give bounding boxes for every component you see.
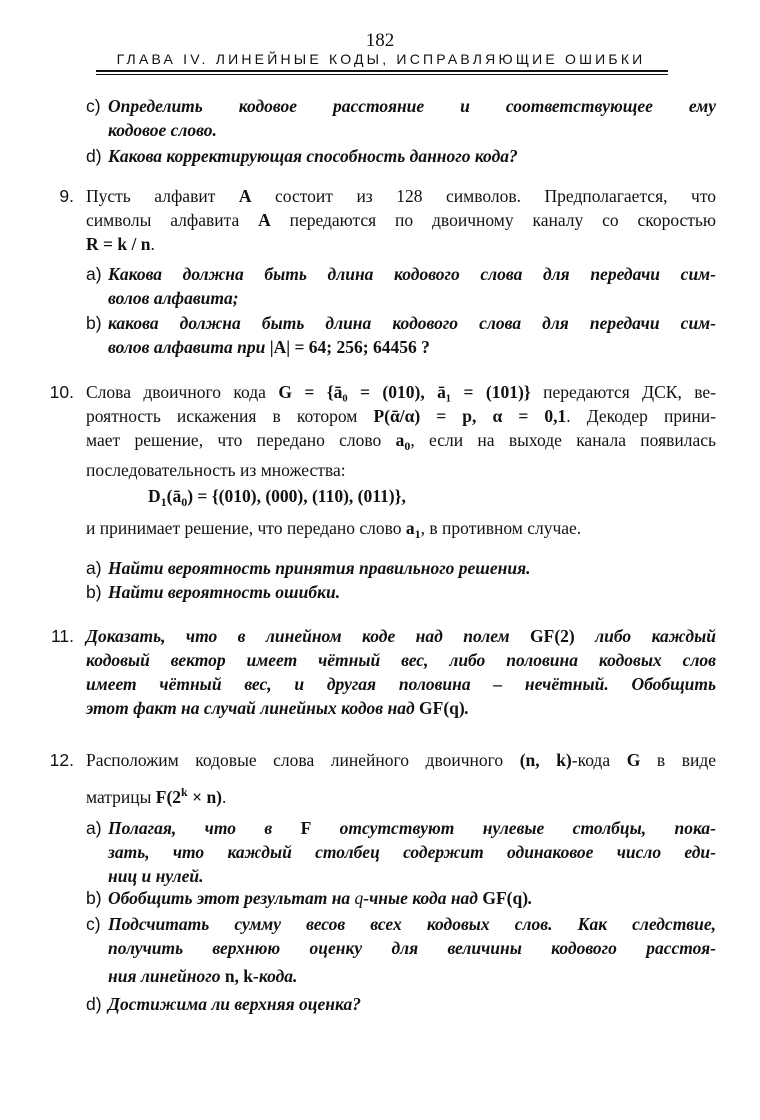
exercise-12-item-c: c) Подсчитать сумму весов всех кодовых слов. Как следствие, получить верхнюю оценку для величины кодового расстоя- ния линейного n, k-кода. — [86, 914, 716, 986]
exercise-12-item-d: d) Достижима ли верхняя оценка? — [86, 994, 361, 1014]
text-line: Слова двоичного кода G = {ā₀ = (010), ā₁ = (101)} передаются ДСК, ве- — [86, 382, 717, 402]
exercise-8-item-c — [86, 94, 716, 142]
text-line: символы алфавита A передаются по двоичному каналу со скоростью — [86, 210, 716, 230]
item-text-line: Какова корректирующая способность данного кода? — [108, 146, 518, 166]
text-line: R = k / n. — [86, 234, 155, 254]
exercise-8-item-d — [86, 144, 716, 168]
exercise-12-text: Расположим кодовые слова линейного двоичного (n, k)-кода G в виде матрицы $F(2^k \times n)$. — [86, 750, 717, 807]
exercise-number: 11. — [50, 626, 74, 646]
exercise-9-text — [86, 184, 716, 256]
text-line: и принимает решение, что передано слово $a_1$, в противном случае. — [86, 518, 582, 541]
exercise-10-item-a: a) Найти вероятность принятия правильного решения. — [86, 558, 531, 578]
exercise-number: 10. — [49, 382, 74, 402]
exercise-10-item-b: b) Найти вероятность ошибки. — [86, 582, 341, 602]
header-rule-thin — [96, 74, 668, 75]
running-title: ГЛАВА IV. ЛИНЕЙНЫЕ КОДЫ, ИСПРАВЛЯЮЩИЕ ОШИБКИ — [116, 51, 646, 67]
probability-formula: P(ᾱ/α) = p, α = 0,1 — [373, 406, 567, 426]
exercise-10-text — [86, 380, 716, 546]
exercise-11-text: Доказать, что в линейном коде над полем GF(2) либо каждый кодовый вектор имеет чётный вес, либо половина кодовых слов имеет чётный вес, и другая половина – нечётный. Обобщить этот факт на случай линейных кодов над GF(q). — [86, 626, 716, 718]
exercise-number: 12. — [49, 750, 74, 770]
item-text-line: кодовое слово. — [108, 120, 217, 140]
item-text-line: Определить кодовое расстояние и соответствующее ему — [108, 96, 716, 116]
code-params: (n, k) — [519, 750, 572, 770]
field-gf2: GF(2) — [530, 626, 575, 646]
header-rule — [96, 70, 668, 72]
item-label: c) — [86, 96, 101, 116]
item-label: d) — [86, 146, 102, 166]
field-gfq: GF(q) — [419, 698, 465, 718]
text-line: мает решение, что передано слово $a_0$, если на выходе канала появилась — [86, 430, 716, 453]
page-number: 182 — [365, 30, 395, 51]
exercise-12-item-b: b) Обобщить этот результат на q-чные кода над GF(q). — [86, 888, 533, 908]
exercise-9-item-a: a) Какова должна быть длина кодового слова для передачи сим- волов алфавита; — [86, 264, 716, 308]
exercise-number: 9. — [59, 186, 74, 206]
matrix-formula: $F(2^k \times n)$ — [155, 785, 223, 807]
text-line: Пусть алфавит A состоит из 128 символов. Предполагается, что — [86, 186, 716, 206]
alphabet-symbol: A — [238, 186, 252, 206]
exercise-12-item-a: a) Полагая, что в F отсутствуют нулевые столбцы, пока- зать, что каждый столбец содержит одинаковое число еди- ниц и нулей. — [86, 818, 716, 886]
code-set-formula: G = {ā₀ = (010), ā₁ = (101)} — [278, 382, 531, 402]
decision-set-formula: $D_1(ā_0) = \{(010)$, (000), (110), (011)}, — [148, 486, 406, 509]
text-line: последовательность из множества: — [86, 460, 346, 480]
exercise-9-item-b: b) какова должна быть длина кодового слова для передачи сим- волов алфавита при |A| = 64; 256; 64456 ? — [86, 313, 716, 357]
alphabet-sizes: |A| = 64; 256; 64456 ? — [269, 337, 430, 357]
text-line: роятность искажения в котором P(ᾱ/α) = p, α = 0,1. Декодер прини- — [86, 406, 717, 426]
rate-formula: R = k / n — [86, 234, 151, 254]
